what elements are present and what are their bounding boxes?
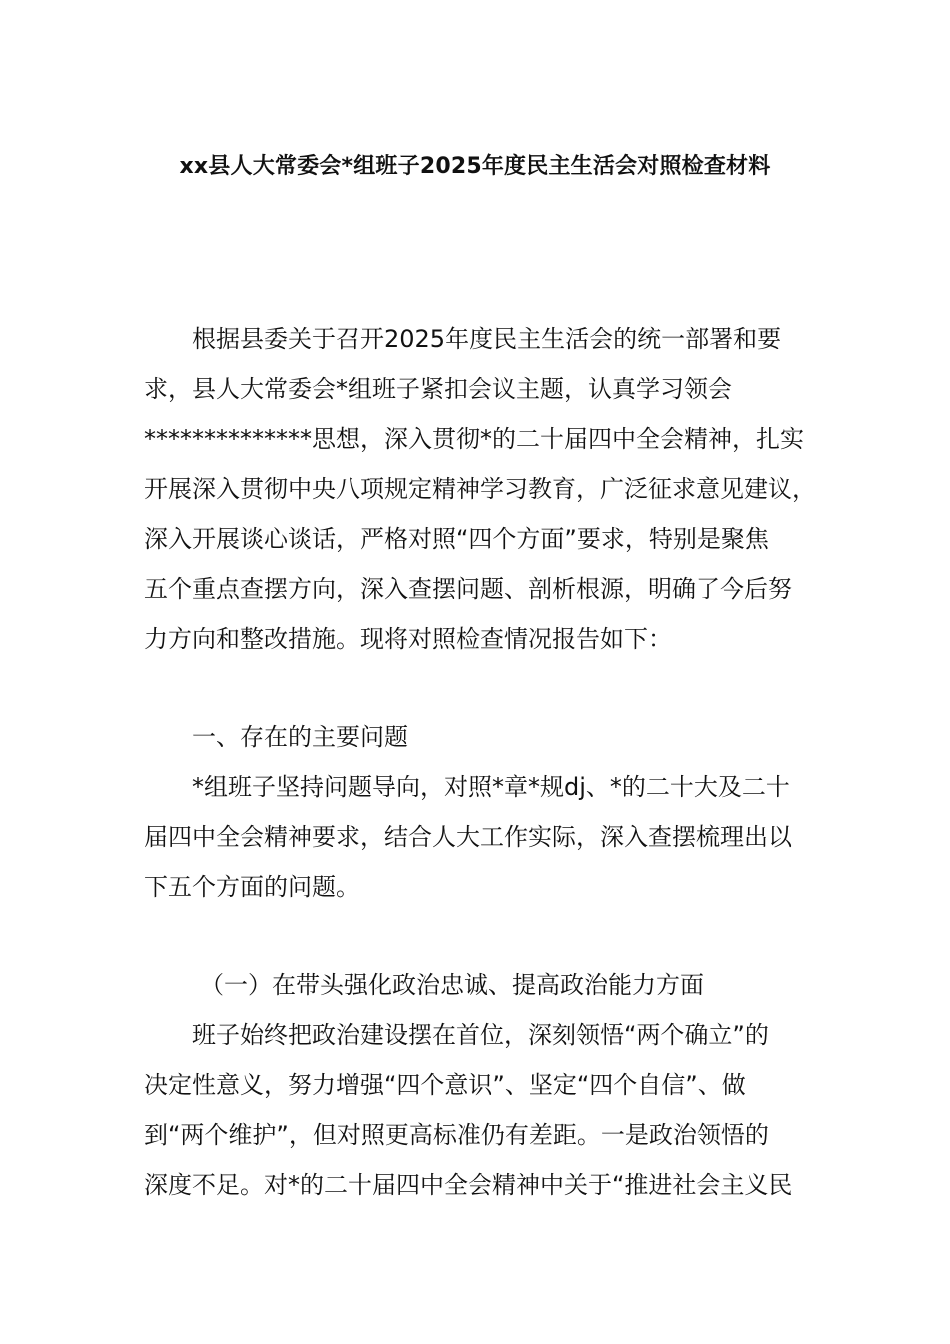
subsection-heading: （一）在带头强化政治忠诚、提高政治能力方面 xyxy=(200,971,704,999)
intro-line: **************思想，深入贯彻*的二十届四中全会精神，扎实 xyxy=(144,425,804,453)
subsection-line: 班子始终把政治建设摆在首位，深刻领悟“两个确立”的 xyxy=(192,1021,769,1049)
subsection-line: 深度不足。对*的二十届四中全会精神中关于“推进社会主义民 xyxy=(144,1171,793,1199)
subsection-line: 决定性意义，努力增强“四个意识”、坚定“四个自信”、做 xyxy=(144,1071,746,1099)
section-heading: 一、存在的主要问题 xyxy=(192,723,408,751)
intro-line: 根据县委关于召开2025年度民主生活会的统一部署和要 xyxy=(192,325,782,353)
subsection-line: 到“两个维护”，但对照更高标准仍有差距。一是政治领悟的 xyxy=(144,1121,769,1149)
intro-line: 力方向和整改措施。现将对照检查情况报告如下： xyxy=(144,625,672,653)
document-title: xx县人大常委会*组班子2025年度民主生活会对照检查材料 xyxy=(179,154,771,179)
section-line: 下五个方面的问题。 xyxy=(144,873,360,901)
intro-line: 求，县人大常委会*组班子紧扣会议主题，认真学习领会 xyxy=(144,375,732,403)
intro-line: 深入开展谈心谈话，严格对照“四个方面”要求，特别是聚焦 xyxy=(144,525,769,553)
intro-line: 开展深入贯彻中央八项规定精神学习教育，广泛征求意见建议， xyxy=(144,475,816,503)
intro-line: 五个重点查摆方向，深入查摆问题、剖析根源，明确了今后努 xyxy=(144,575,792,603)
section-line: *组班子坚持问题导向，对照*章*规dj、*的二十大及二十 xyxy=(192,773,790,801)
section-line: 届四中全会精神要求，结合人大工作实际，深入查摆梳理出以 xyxy=(144,823,792,851)
